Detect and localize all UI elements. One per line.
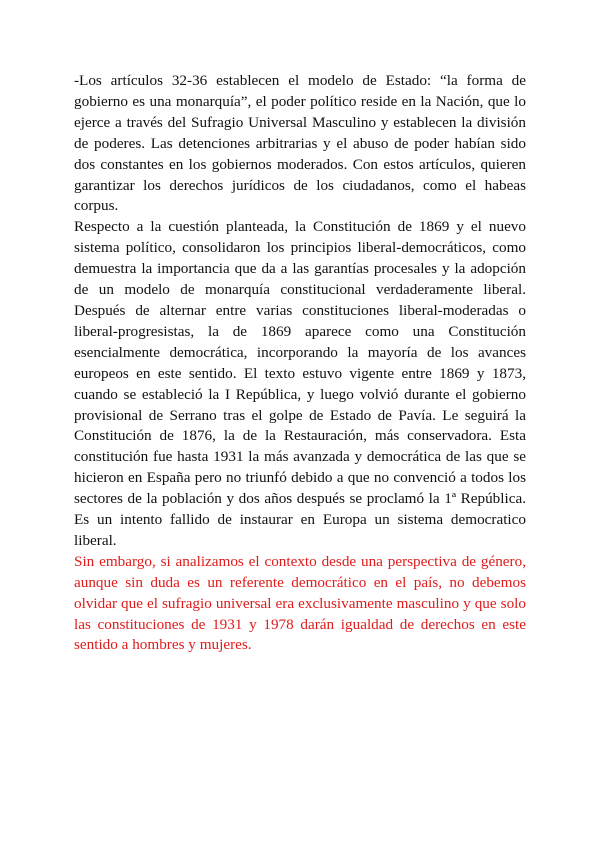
paragraph-articulos-32-36: -Los artículos 32-36 establecen el modelo de Estado: “la forma de gobierno es una monarquía”, el poder político reside en la Nación, que lo ejerce a través del Sufragio Universal Masculino y establecen la división de poderes. Las detenciones arbitrarias y el abuso de poder habían sido dos constantes en los gobiernos moderados. Con estos artículos, quieren garantizar los derechos jurídicos de los ciudadanos, como el habeas corpus. — [74, 72, 526, 215]
paragraph-perspectiva-genero: Sin embargo, si analizamos el contexto desde una perspectiva de género, aunque sin duda es un referente democrático en el país, no debemos olvidar que el sufragio universal era exclusivamente masculino y que solo las constituciones de 1931 y 1978 darán igualdad de derechos en este sentido a hombres y mujeres. — [74, 552, 526, 654]
paragraph-constitucion-1869: Respecto a la cuestión planteada, la Constitución de 1869 y el nuevo sistema político, consolidaron los principios liberal-democráticos, como demuestra la importancia que da a las garantías procesales y la adopción de un modelo de monarquía constitucional verdaderamente liberal. Después de alternar entre varias constituciones liberal-moderadas o liberal-progresistas, la de 1869 aparece como una Constitución esencialmente democrática, incorporando la mayoría de los avances europeos en este sentido. El texto estuvo vigente entre 1869 y 1873, cuando se estableció la I República, y luego volvió durante el gobierno provisional de Serrano tras el golpe de Estado de Pavía. Le seguirá la Constitución de 1876, la de la Restauración, más conservadora. Esta constitución fue hasta 1931 la más avanzada y democrática de las que se hicieron en España pero no triunfó debido a que no convenció a todos los sectores de la población y dos años después se proclamó la 1ª República. Es un intento fallido de instaurar en Europa un sistema democratico liberal. — [74, 218, 526, 549]
document-body — [74, 71, 526, 656]
